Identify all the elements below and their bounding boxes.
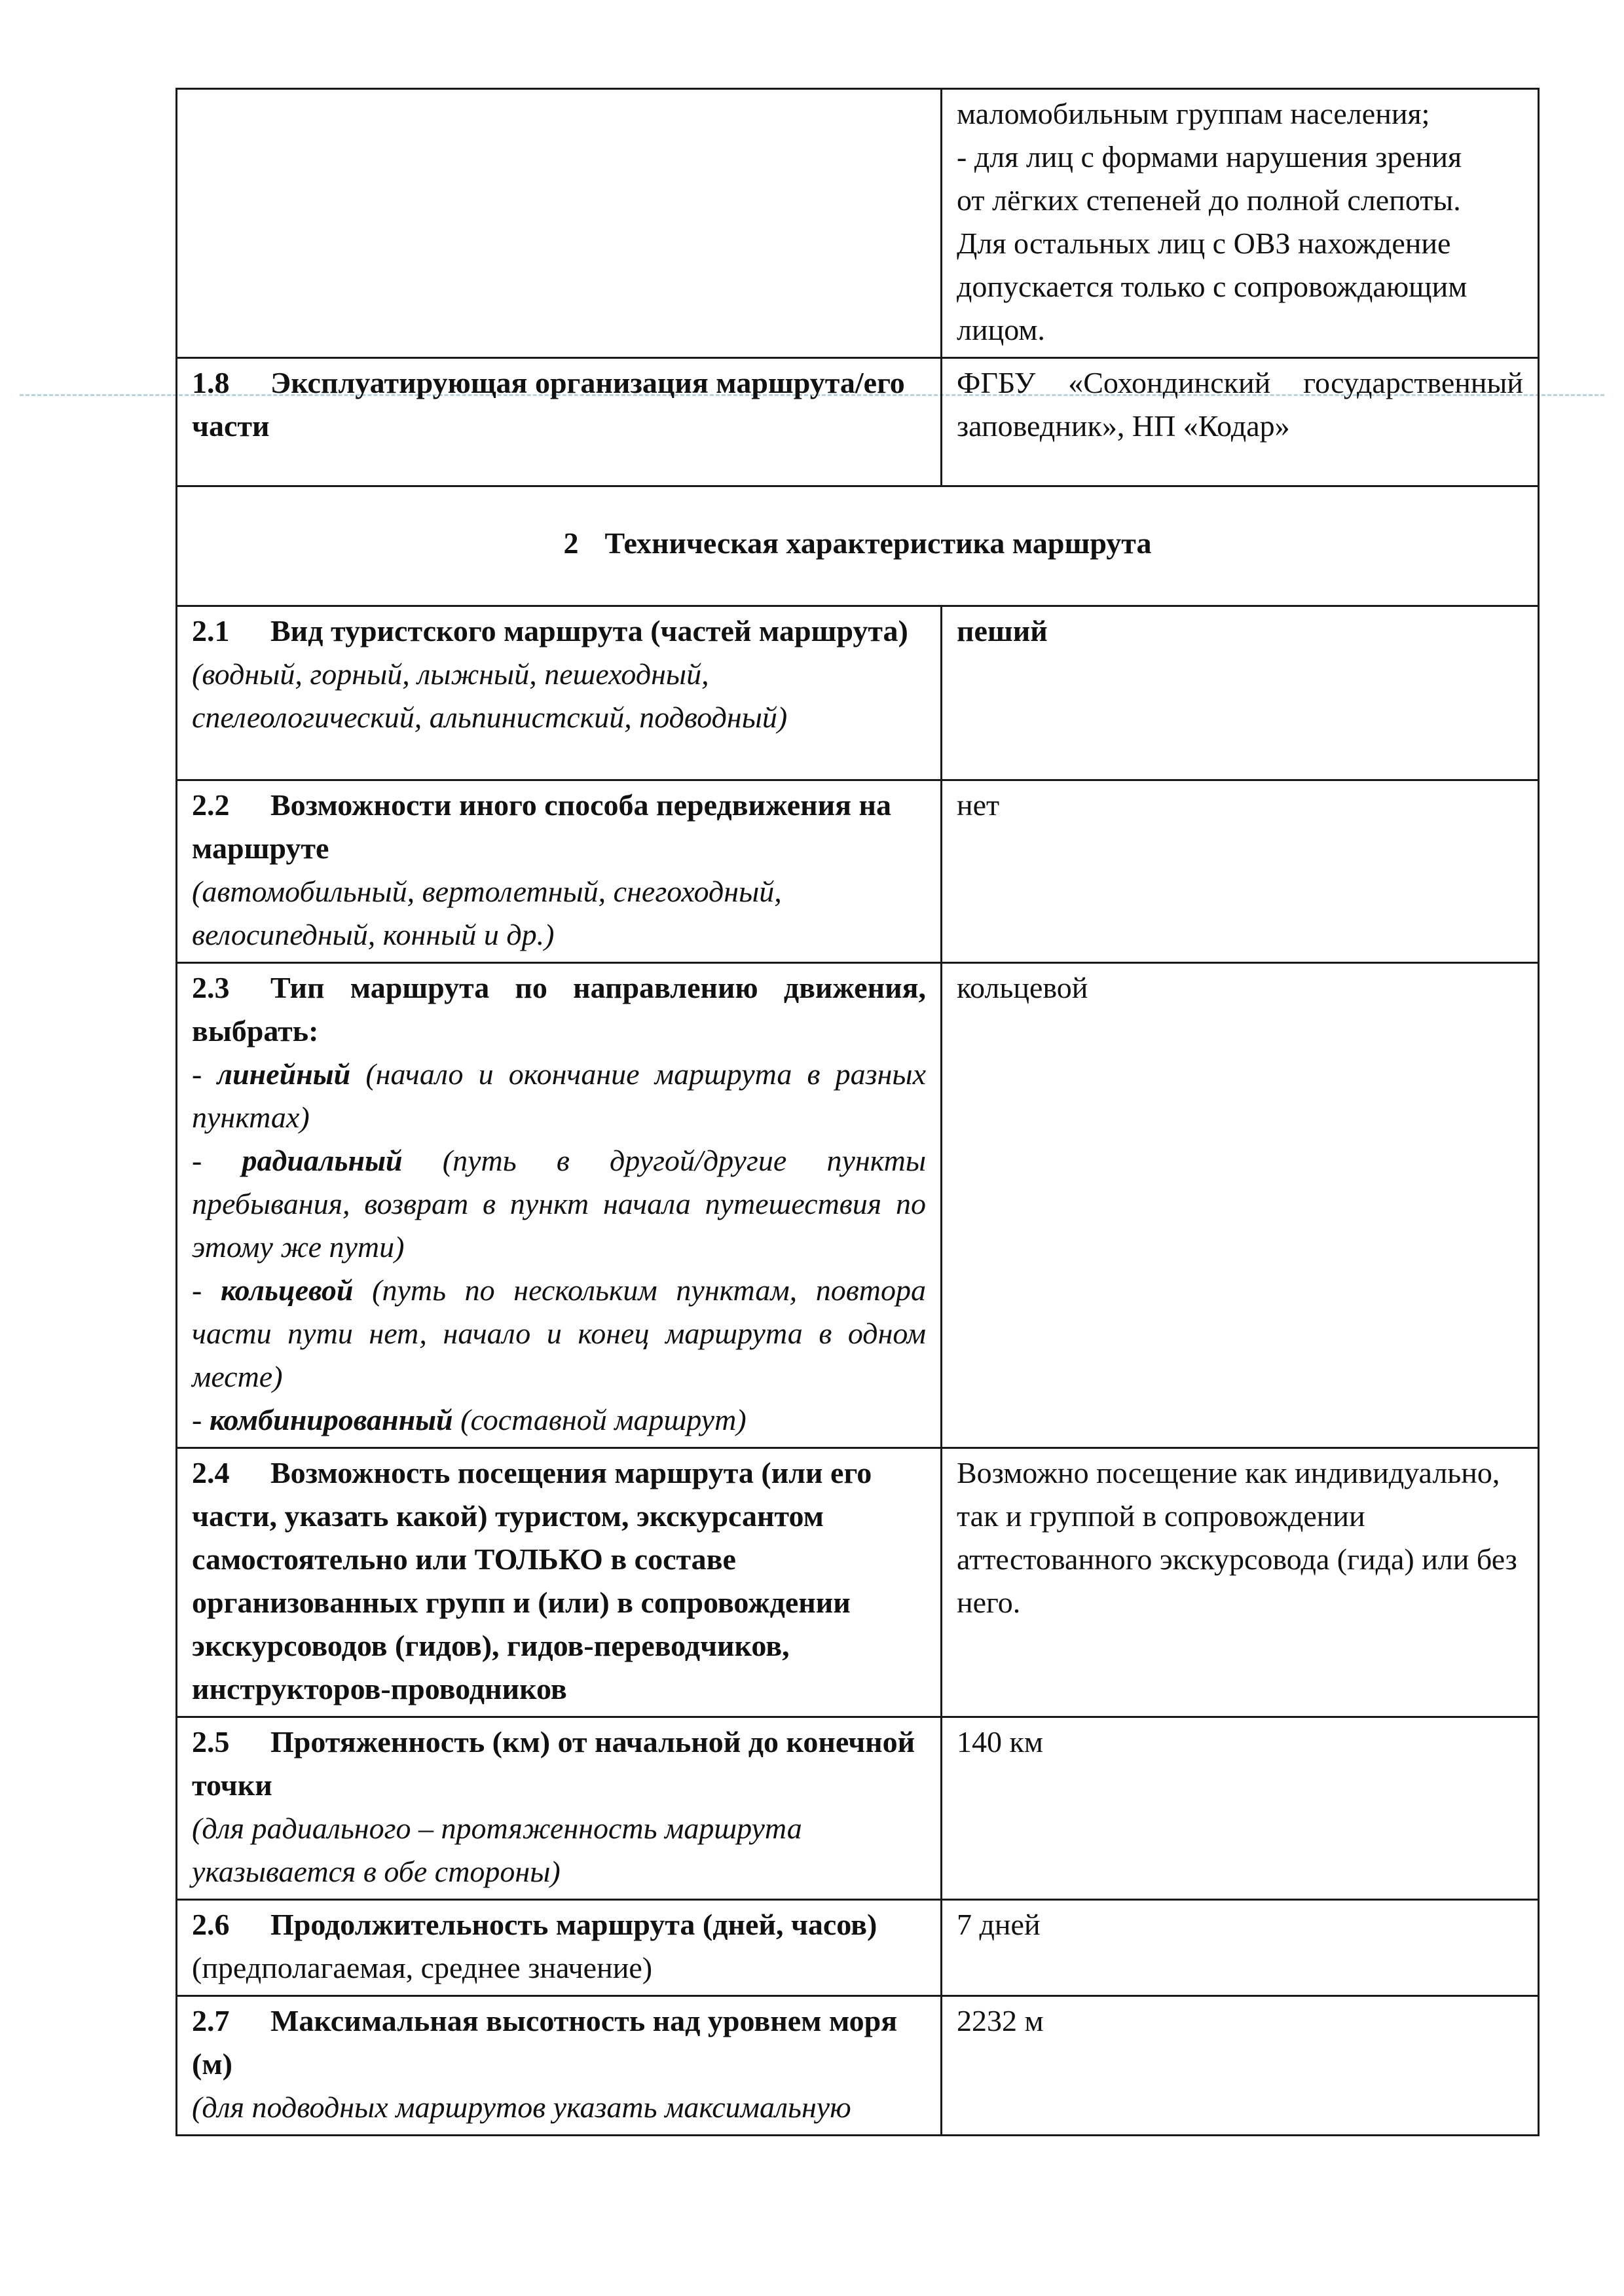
label-cell [177, 1996, 942, 2136]
row-note: (для радиального – протяженность маршрута указывается в обе стороны) [192, 1812, 802, 1888]
section-heading [177, 486, 1539, 606]
value-cell [942, 606, 1539, 780]
row-value: нет [957, 788, 1000, 822]
option-dash: - [192, 1403, 210, 1436]
section-row [177, 486, 1539, 606]
value-cell [942, 1717, 1539, 1900]
row-number: 2.6 [192, 1908, 230, 1941]
row-value: пеший [957, 614, 1048, 647]
row-title: Вид туристского маршрута (частей маршрута) [270, 614, 908, 647]
text-line: - для лиц с формами нарушения зрения [957, 140, 1462, 173]
table-row [177, 1717, 1539, 1900]
value-cell [942, 780, 1539, 963]
option-dash: - [192, 1144, 242, 1177]
option-name: комбинированный [209, 1403, 453, 1436]
row-title: Продолжительность маршрута (дней, часов) [270, 1908, 877, 1941]
route-type-option [192, 1398, 926, 1442]
table-row [177, 606, 1539, 780]
row-number: 2.5 [192, 1725, 230, 1758]
row-title: Протяженность (км) от начальной до конечной точки [192, 1725, 915, 1802]
label-cell [177, 1448, 942, 1717]
value-cell [942, 1448, 1539, 1717]
row-title: Возможность посещения маршрута (или его части, указать какой) туристом, экскурсантом самостоятельно или ТОЛЬКО в составе организованных групп и (или) в сопровождении экскурсоводов (гидов), гидов-переводчиков, инструкторов-проводников [192, 1456, 872, 1705]
row-title: Возможности иного способа передвижения на маршруте [192, 788, 892, 865]
route-type-option [192, 1053, 926, 1139]
row-title: Эксплуатирующая организация маршрута/его части [192, 366, 905, 443]
row-number: 2.1 [192, 614, 230, 647]
option-name: линейный [217, 1057, 351, 1091]
row-title: Тип маршрута по направлению движения, выбрать: [192, 971, 926, 1048]
table-row [177, 358, 1539, 486]
row-number: 2.4 [192, 1456, 230, 1489]
row-number: 2.3 [192, 971, 230, 1004]
text-line: лицом. [957, 313, 1045, 346]
value-cell [942, 358, 1539, 486]
label-cell [177, 606, 942, 780]
option-name: радиальный [242, 1144, 403, 1177]
option-description: (путь в другой/другие пункты пребывания, возврат в пункт начала путешествия по этому же пути) [192, 1144, 926, 1264]
text-line: Для остальных лиц с ОВЗ нахождение [957, 227, 1451, 260]
table-row [177, 1900, 1539, 1996]
table-row [177, 89, 1539, 358]
table-row [177, 780, 1539, 963]
option-description: (начало и окончание маршрута в разных пунктах) [192, 1057, 927, 1134]
row-value: кольцевой [957, 971, 1088, 1004]
section-title: Техническая характеристика маршрута [604, 526, 1152, 560]
row-number: 1.8 [192, 366, 230, 399]
option-dash: - [192, 1057, 217, 1091]
option-dash: - [192, 1273, 221, 1307]
text-line: допускается только с сопровождающим [957, 270, 1467, 303]
row-value: 7 дней [957, 1908, 1041, 1941]
route-passport-table [175, 88, 1540, 2136]
table-row [177, 1448, 1539, 1717]
continuation-cell [942, 89, 1539, 358]
table-row [177, 963, 1539, 1448]
section-number: 2 [563, 526, 579, 560]
option-description: (путь по нескольким пунктам, повтора части пути нет, начало и конец маршрута в одном месте) [192, 1273, 926, 1393]
row-note: (предполагаемая, среднее значение) [192, 1951, 653, 1984]
value-cell [942, 1996, 1539, 2136]
value-cell [942, 1900, 1539, 1996]
row-value: Возможно посещение как индивидуально, так и группой в сопровождении аттестованного экскурсовода (гида) или без него. [957, 1456, 1517, 1619]
label-cell [177, 1717, 942, 1900]
text-line: маломобильным группам населения; [957, 97, 1430, 130]
row-number: 2.2 [192, 788, 230, 822]
row-number: 2.7 [192, 2004, 230, 2037]
row-note: (автомобильный, вертолетный, снегоходный, велосипедный, конный и др.) [192, 875, 782, 951]
row-value: 140 км [957, 1725, 1043, 1758]
option-name: кольцевой [220, 1273, 354, 1307]
table-row [177, 1996, 1539, 2136]
row-value: ФГБУ «Сохондинский государственный заповедник», НП «Кодар» [957, 366, 1523, 443]
label-cell [177, 358, 942, 486]
route-type-option [192, 1139, 926, 1269]
row-value: 2232 м [957, 2004, 1044, 2037]
row-note: (водный, горный, лыжный, пешеходный, спелеологический, альпинистский, подводный) [192, 657, 788, 734]
row-title: Максимальная высотность над уровнем моря (м) [192, 2004, 898, 2081]
row-note: (для подводных маршрутов указать максимальную [192, 2090, 851, 2124]
empty-cell [177, 89, 942, 358]
label-cell [177, 780, 942, 963]
route-type-option [192, 1269, 926, 1398]
label-cell [177, 1900, 942, 1996]
value-cell [942, 963, 1539, 1448]
option-description: (составной маршрут) [452, 1403, 747, 1436]
label-cell [177, 963, 942, 1448]
text-line: от лёгких степеней до полной слепоты. [957, 183, 1461, 217]
